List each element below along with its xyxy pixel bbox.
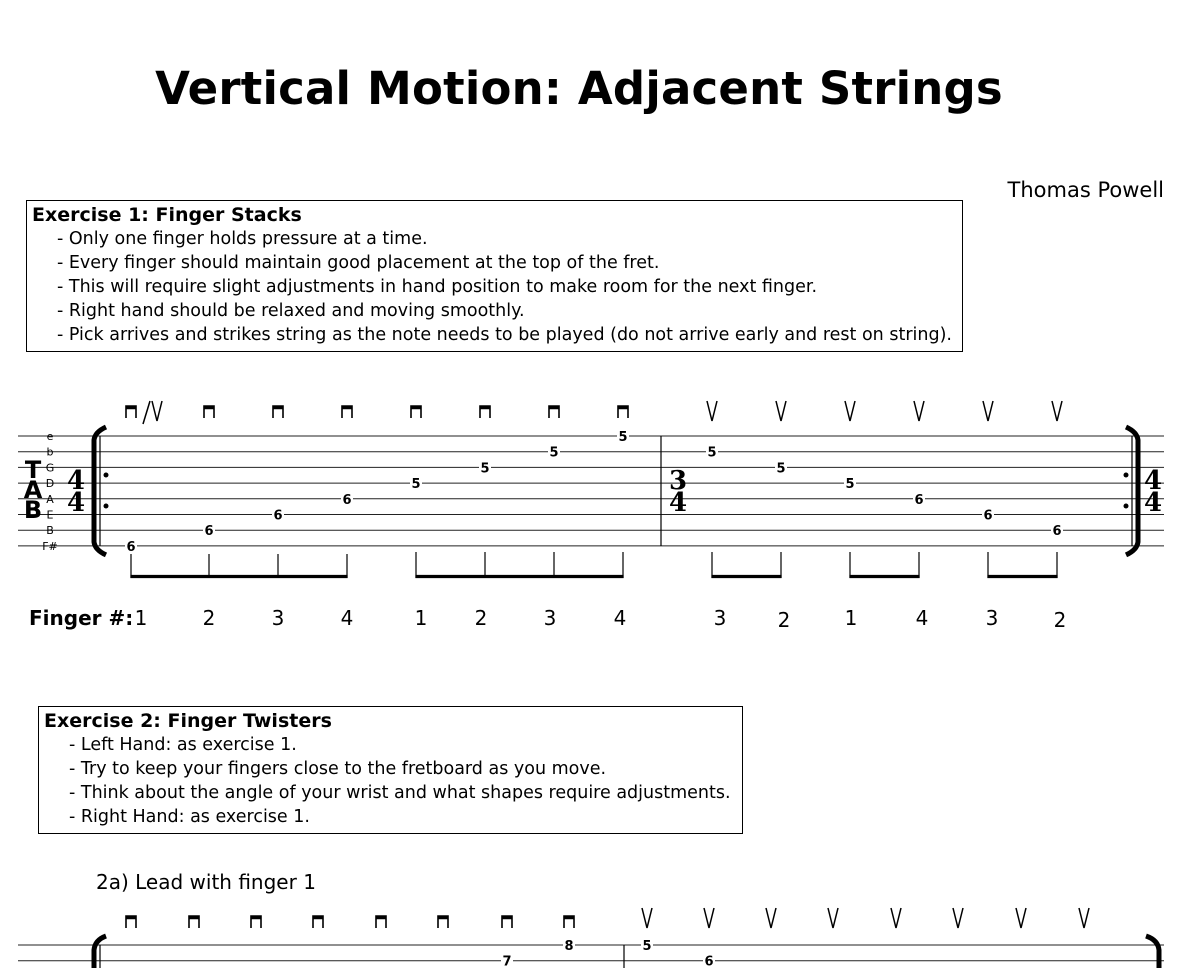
up-stroke-mark [1079, 908, 1089, 928]
fret-number: 6 [983, 508, 993, 524]
time-signature-top: 4 [66, 466, 86, 496]
exercise-2-item: - Left Hand: as exercise 1. [69, 735, 297, 755]
repeat-dot [1124, 473, 1129, 478]
exercise-1-item: - This will require slight adjustments in hand position to make room for the next finger. [57, 277, 818, 297]
fret-number: 5 [480, 461, 490, 477]
exercise-1-item: - Right hand should be relaxed and moving smoothly. [57, 301, 525, 321]
down-stroke-mark [342, 406, 352, 418]
fret-number: 5 [845, 477, 855, 493]
down-stroke-mark [549, 406, 559, 418]
up-stroke-mark [953, 908, 963, 928]
down-stroke-mark [376, 916, 386, 928]
down-stroke-mark [126, 406, 136, 418]
string-name-label: A [46, 492, 54, 506]
down-stroke-mark [411, 406, 421, 418]
down-stroke-mark [189, 916, 199, 928]
time-signature-top: 3 [668, 466, 688, 496]
time-signature-bottom: 4 [1143, 488, 1163, 518]
string-name-label: B [46, 524, 54, 538]
exercise-1-heading: Exercise 1: Finger Stacks [32, 204, 302, 226]
up-stroke-mark [983, 401, 993, 421]
up-stroke-mark [776, 401, 786, 421]
finger-number: 4 [915, 606, 929, 630]
fret-number: 6 [1052, 524, 1062, 540]
stroke-slash [143, 401, 150, 424]
exercise-2a-subtitle: 2a) Lead with finger 1 [96, 870, 316, 894]
exercise-1-item: - Every finger should maintain good placement at the top of the fret. [57, 253, 660, 273]
closing-bracket [1146, 936, 1159, 968]
finger-number: 2 [777, 608, 791, 632]
repeat-dot [104, 473, 109, 478]
fret-number: 5 [776, 461, 786, 477]
down-stroke-mark [273, 406, 283, 418]
composer-name: Thomas Powell [1007, 178, 1164, 202]
tab-clef-letter: B [23, 496, 43, 524]
up-stroke-mark [845, 401, 855, 421]
string-name-label: G [45, 461, 55, 475]
exercise-1-item: - Only one finger holds pressure at a time. [57, 229, 428, 249]
time-signature-bottom: 4 [668, 488, 688, 518]
finger-number: 1 [844, 606, 858, 630]
down-stroke-mark [618, 406, 628, 418]
finger-number: 2 [1053, 608, 1067, 632]
repeat-dot [104, 504, 109, 509]
time-signature-bottom: 4 [66, 488, 86, 518]
fret-number: 6 [914, 492, 924, 508]
string-name-label: e [46, 430, 54, 443]
fret-number: 5 [618, 430, 628, 445]
finger-number: 1 [414, 606, 428, 630]
finger-number: 2 [202, 606, 216, 630]
up-stroke-mark [152, 401, 162, 421]
down-stroke-mark [438, 916, 448, 928]
up-stroke-mark [707, 401, 717, 421]
finger-number: 4 [613, 606, 627, 630]
finger-number: 3 [543, 606, 557, 630]
fret-number: 5 [707, 445, 717, 461]
exercise-2-item: - Try to keep your fingers close to the fretboard as you move. [69, 759, 607, 779]
fret-number: 6 [342, 492, 352, 508]
finger-number-label: Finger #: [29, 606, 134, 630]
tab-clef-letter: A [23, 476, 43, 504]
up-stroke-mark [891, 908, 901, 928]
finger-number: 1 [134, 606, 148, 630]
exercise-2-heading: Exercise 2: Finger Twisters [44, 710, 332, 732]
fret-number: 5 [642, 939, 652, 954]
up-stroke-mark [828, 908, 838, 928]
down-stroke-mark [251, 916, 261, 928]
fret-number: 6 [204, 524, 214, 540]
up-stroke-mark [1052, 401, 1062, 421]
down-stroke-mark [204, 406, 214, 418]
exercise-2-item: - Think about the angle of your wrist and what shapes require adjustments. [69, 783, 731, 803]
string-name-label: E [46, 508, 54, 522]
finger-number: 3 [271, 606, 285, 630]
up-stroke-mark [766, 908, 776, 928]
up-stroke-mark [914, 401, 924, 421]
string-name-label: D [45, 477, 55, 491]
repeat-dot [1124, 504, 1129, 509]
fret-number: 8 [564, 939, 574, 954]
string-name-label: b [46, 445, 54, 459]
up-stroke-mark [704, 908, 714, 928]
down-stroke-mark [480, 406, 490, 418]
finger-number: 2 [474, 606, 488, 630]
fret-number: 6 [126, 539, 136, 555]
fret-number: 6 [704, 954, 714, 968]
time-signature-top: 4 [1143, 466, 1163, 496]
page-title: Vertical Motion: Adjacent Strings [155, 62, 1003, 115]
exercise-1-item: - Pick arrives and strikes string as the note needs to be played (do not arrive early and rest on string). [57, 325, 952, 345]
tab-clef-letter: T [24, 456, 42, 484]
fret-number: 5 [411, 477, 421, 493]
fret-number: 6 [273, 508, 283, 524]
down-stroke-mark [126, 916, 136, 928]
exercise-2-item: - Right Hand: as exercise 1. [69, 807, 310, 827]
up-stroke-mark [642, 908, 652, 928]
finger-number: 3 [713, 606, 727, 630]
down-stroke-mark [313, 916, 323, 928]
down-stroke-mark [502, 916, 512, 928]
string-name-label: F# [42, 539, 58, 553]
down-stroke-mark [564, 916, 574, 928]
finger-number: 3 [985, 606, 999, 630]
finger-number: 4 [340, 606, 354, 630]
up-stroke-mark [1016, 908, 1026, 928]
fret-number: 5 [549, 445, 559, 461]
fret-number: 7 [502, 954, 512, 968]
